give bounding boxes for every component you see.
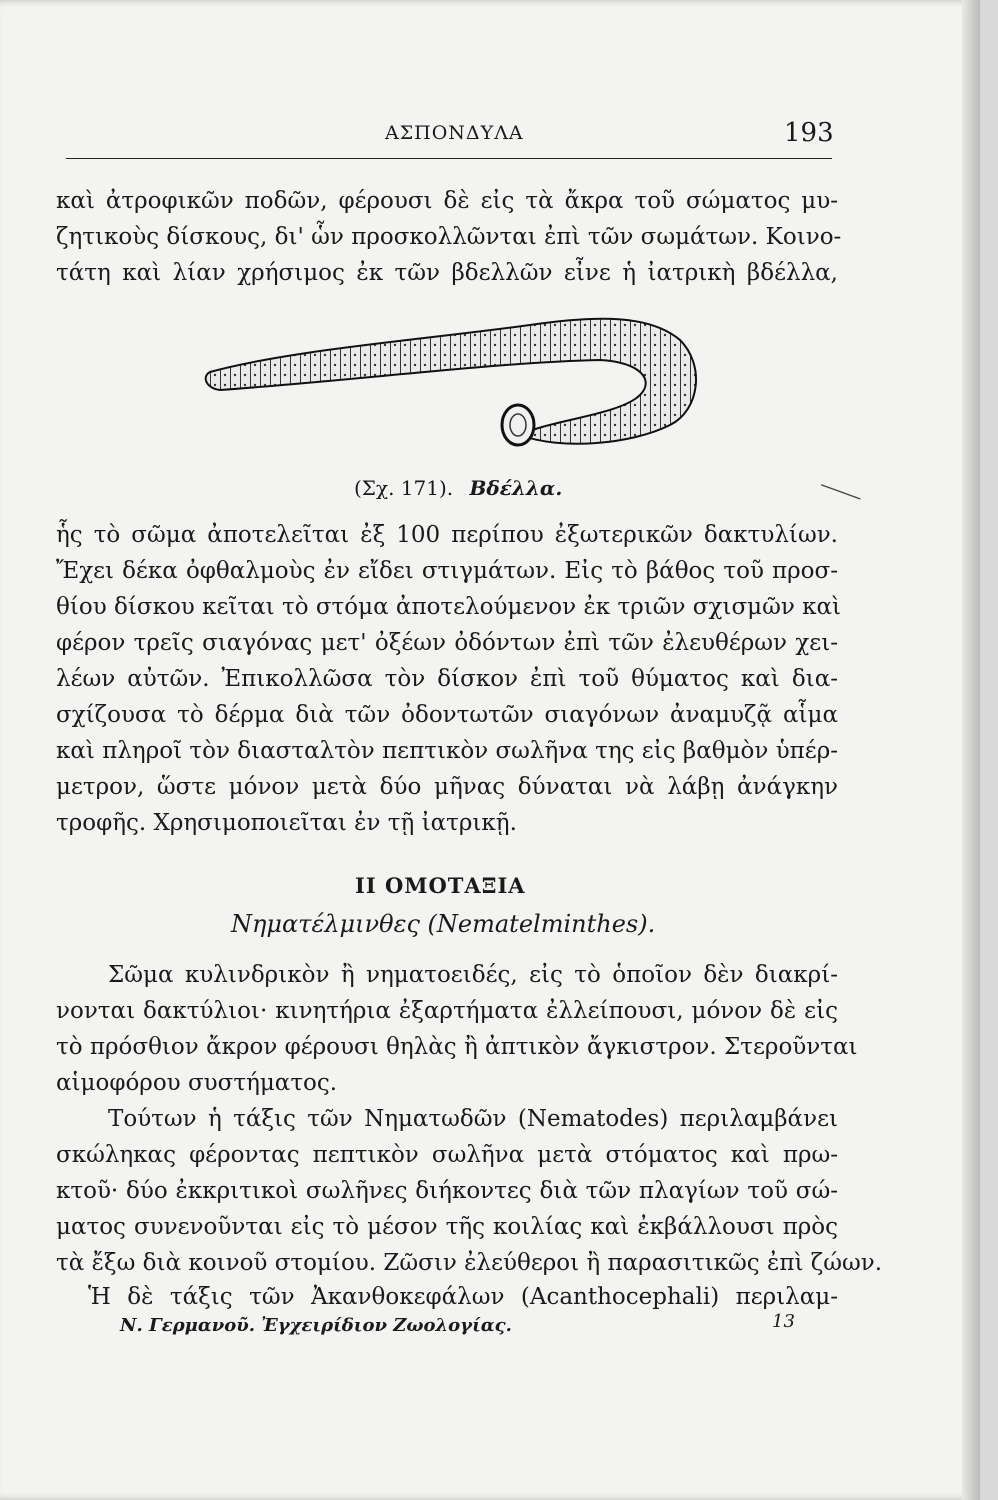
text-line: καὶ ἀτροφικῶν ποδῶν, φέρουσι δὲ εἰς τὰ ἄκρα τοῦ σώματος μυ- <box>56 188 838 214</box>
text-line: καὶ πληροῖ τὸν διασταλτὸν πεπτικὸν σωλῆνα της εἰς βαθμὸν ὑπέρ- <box>56 738 838 764</box>
text-line: τὸ πρόσθιον ἄκρον φέρουσι θηλὰς ἢ ἀπτικὸν ἄγκιστρον. Στεροῦνται <box>56 1034 858 1060</box>
figure-name: Βδέλλα. <box>469 476 563 500</box>
text-line: φέρον τρεῖς σιαγόνας μετ' ὀξέων ὀδόντων ἐπὶ τῶν ἐλευθέρων χει- <box>56 630 838 656</box>
page-edge <box>962 0 980 1500</box>
leech-illustration <box>200 300 720 470</box>
text-line: Τούτων ἡ τάξις τῶν Νηματωδῶν (Nematodes) περιλαμβάνει <box>108 1106 838 1132</box>
text-line: λέων αὐτῶν. Ἐπικολλῶσα τὸν δίσκον ἐπὶ τοῦ θύματος καὶ δια- <box>56 666 838 692</box>
footer-signature: 13 <box>772 1311 795 1332</box>
page-number: 193 <box>784 118 834 148</box>
text-line: τροφῆς. Χρησιμοποιεῖται ἐν τῇ ἰατρικῇ. <box>56 810 517 836</box>
text-line: Σῶμα κυλινδρικὸν ἢ νηματοειδές, εἰς τὸ ὁποῖον δὲν διακρί- <box>108 962 838 988</box>
figure-number: (Σχ. 171). <box>354 476 454 500</box>
text-line: αἱμοφόρου συστήματος. <box>56 1070 338 1096</box>
header-rule <box>66 158 832 159</box>
margin-mark: ⸺ <box>815 469 867 513</box>
text-line: νονται δακτύλιοι· κινητήρια ἐξαρτήματα ἐλλείπουσι, μόνον δὲ εἰς <box>56 998 838 1024</box>
footer-book-title: Ν. Γερμανοῦ. Ἐγχειρίδιον Ζωολογίας. <box>120 1315 512 1336</box>
figure-caption <box>354 476 562 500</box>
text-line: σχίζουσα τὸ δέρμα διὰ τῶν ὀδοντωτῶν σιαγόνων ἀναμυζᾷ αἷμα <box>56 702 838 728</box>
text-line: ματος συνενοῦνται εἰς τὸ μέσον τῆς κοιλίας καὶ ἐκβάλλουσι πρὸς <box>56 1214 838 1240</box>
text-line: θίου δίσκου κεῖται τὸ στόμα ἀποτελούμενον ἐκ τριῶν σχισμῶν καὶ <box>56 594 842 620</box>
text-line: κτοῦ· δύο ἐκκριτικοὶ σωλῆνες διήκοντες διὰ τῶν πλαγίων τοῦ σώ- <box>56 1178 838 1204</box>
text-line: ζητικοὺς δίσκους, δι' ὧν προσκολλῶνται ἐπὶ τῶν σωμάτων. Κοινο- <box>56 224 842 250</box>
running-head: ΑΣΠΟΝΔΥΛΑ <box>385 122 524 144</box>
section-subheading: Νηματέλμινθες (Nematelminthes). <box>231 910 656 938</box>
text-line: Ἡ δὲ τάξις τῶν Ἀκανθοκεφάλων (Acanthocephali) περιλαμ- <box>88 1284 838 1310</box>
text-line: ἧς τὸ σῶμα ἀποτελεῖται ἐξ 100 περίπου ἐξωτερικῶν δακτυλίων. <box>56 522 838 548</box>
text-line: Ἔχει δέκα ὀφθαλμοὺς ἐν εἴδει στιγμάτων. Εἰς τὸ βάθος τοῦ προσ- <box>56 558 838 584</box>
section-heading: ΙΙ ΟΜΟΤΑΞΙΑ <box>355 873 526 898</box>
text-line: τάτη καὶ λίαν χρήσιμος ἐκ τῶν βδελλῶν εἶνε ἡ ἰατρικὴ βδέλλα, <box>56 260 838 286</box>
text-line: μετρον, ὥστε μόνον μετὰ δύο μῆνας δύναται νὰ λάβῃ ἀνάγκην <box>56 774 838 800</box>
text-line: τὰ ἔξω διὰ κοινοῦ στομίου. Ζῶσιν ἐλεύθεροι ἢ παρασιτικῶς ἐπὶ ζώων. <box>56 1250 883 1276</box>
text-line: σκώληκας φέροντας πεπτικὸν σωλῆνα μετὰ στόματος καὶ πρω- <box>56 1142 838 1168</box>
